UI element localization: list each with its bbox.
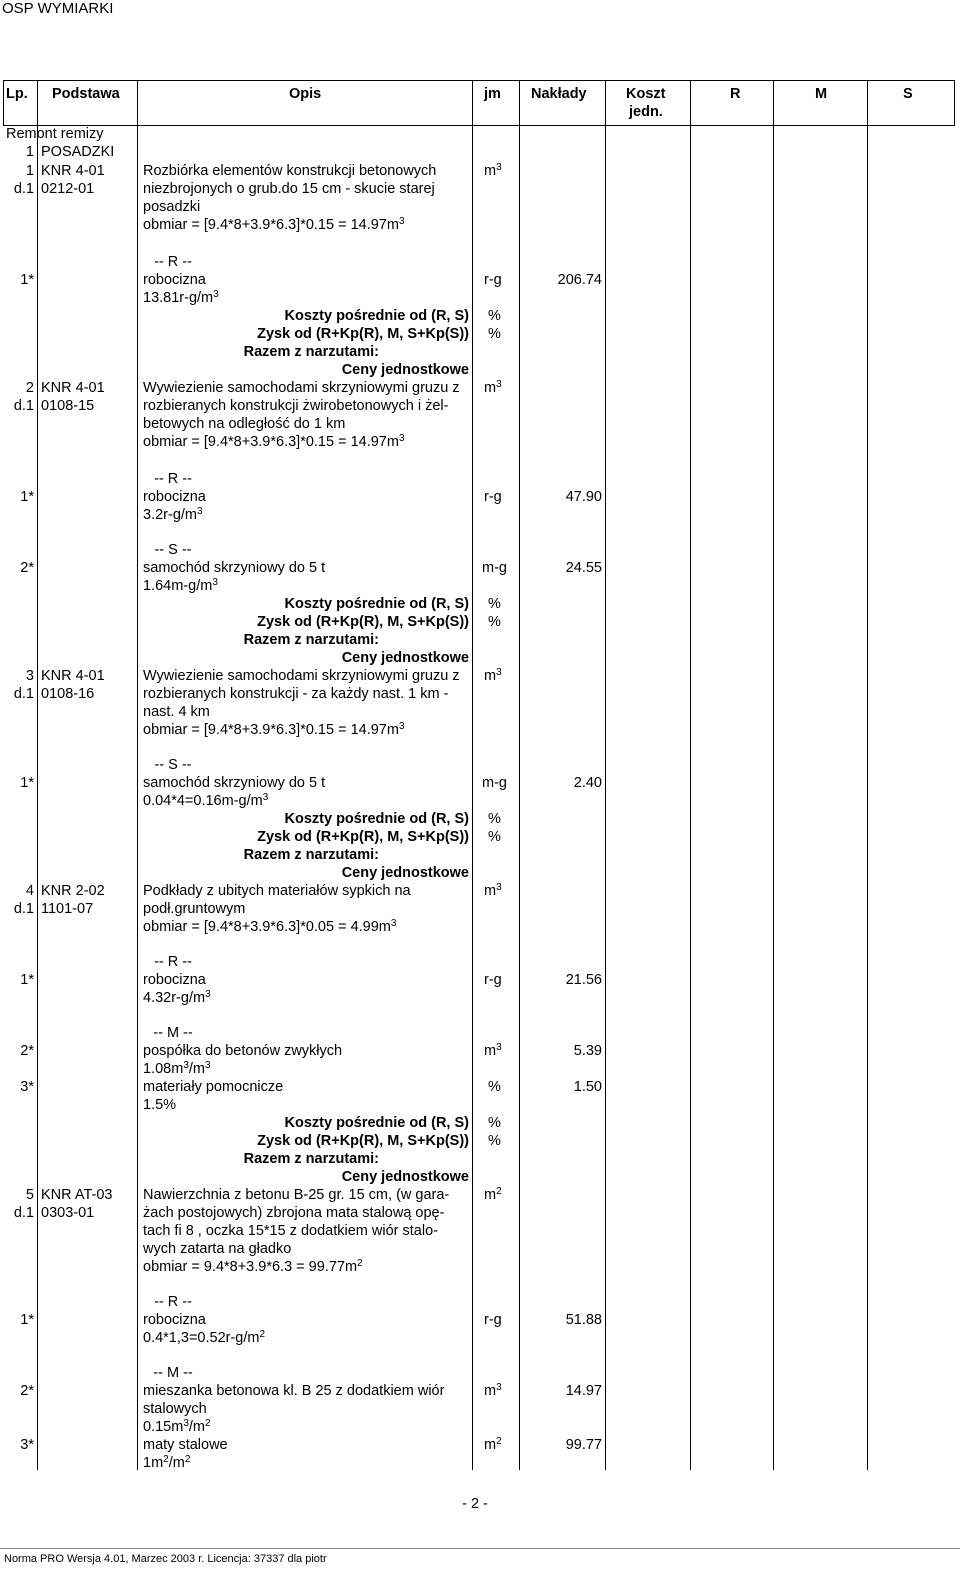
resource-idx: 2* bbox=[20, 1043, 34, 1059]
kp-pct: % bbox=[488, 308, 501, 324]
item-basis: KNR 4-01 bbox=[41, 668, 105, 684]
item-desc: podł.gruntowym bbox=[143, 901, 246, 917]
resource-value: 14.97 bbox=[565, 1383, 602, 1399]
grid-line bbox=[472, 80, 473, 1470]
header-jm: jm bbox=[484, 86, 501, 102]
resource-marker: -- M -- bbox=[153, 1025, 193, 1041]
item-obmiar: obmiar = $[9.4*8+3.9*6.3]*0.05 = 4.99m^3$ bbox=[143, 918, 397, 935]
resource-jm: m-g bbox=[482, 775, 507, 791]
zysk-label: Zysk od (R+Kp(R), M, S+Kp(S)) bbox=[257, 614, 469, 630]
zysk-label: Zysk od (R+Kp(R), M, S+Kp(S)) bbox=[257, 1133, 469, 1149]
zysk-pct: % bbox=[488, 614, 501, 630]
item-desc: rozbieranych konstrukcji żwirobetonowych i żel- bbox=[143, 398, 449, 414]
item-no: 3 bbox=[25, 668, 34, 684]
header-podstawa: Podstawa bbox=[52, 86, 120, 102]
item-basis: KNR 2-02 bbox=[41, 883, 105, 899]
item-basis: KNR AT-03 bbox=[41, 1187, 113, 1203]
resource-jm: % bbox=[488, 1079, 501, 1095]
item-basis-code: 0108-15 bbox=[41, 398, 95, 414]
item-obmiar: obmiar = $[9.4*8+3.9*6.3]*0.15 = 14.97m^3$ bbox=[143, 433, 405, 450]
resource-idx: 3* bbox=[20, 1437, 34, 1453]
item-obmiar: obmiar = $9.4*8+3.9*6.3 = 99.77m^2$ bbox=[143, 1258, 363, 1275]
item-desc: Podkłady z ubitych materiałów sypkich na bbox=[143, 883, 411, 899]
resource-norm: 1.5% bbox=[143, 1097, 177, 1113]
item-obmiar: obmiar = $[9.4*8+3.9*6.3]*0.15 = 14.97m^3$ bbox=[143, 216, 405, 233]
header-koszt-jedn: jedn. bbox=[629, 104, 663, 120]
resource-name: robocizna bbox=[143, 489, 206, 505]
item-basis: KNR 4-01 bbox=[41, 380, 105, 396]
resource-idx: 1* bbox=[20, 489, 34, 505]
resource-value: 51.88 bbox=[565, 1312, 602, 1328]
item-desc: Wywiezienie samochodami skrzyniowymi gruzu z bbox=[143, 668, 460, 684]
item-desc: Wywiezienie samochodami skrzyniowymi gruzu z bbox=[143, 380, 460, 396]
kp-label: Koszty pośrednie od (R, S) bbox=[284, 308, 469, 324]
resource-value: 47.90 bbox=[565, 489, 602, 505]
resource-norm: $0.4*1,3=0.52r-g/m^2$ bbox=[143, 1329, 266, 1346]
resource-norm: $1.08m^3/m^3$ bbox=[143, 1060, 211, 1077]
resource-marker: -- S -- bbox=[154, 542, 192, 558]
header-r: R bbox=[730, 86, 741, 102]
resource-norm: $0.04*4=0.16m-g/m^3$ bbox=[143, 792, 269, 809]
item-basis: KNR 4-01 bbox=[41, 163, 105, 179]
grid-line bbox=[867, 80, 868, 1470]
resource-name: mieszanka betonowa kl. B 25 z dodatkiem wiór bbox=[143, 1383, 445, 1399]
zysk-pct: % bbox=[488, 829, 501, 845]
resource-name: robocizna bbox=[143, 1312, 206, 1328]
grid-line bbox=[773, 80, 774, 1470]
header-opis: Opis bbox=[289, 86, 322, 102]
resource-idx: 1* bbox=[20, 272, 34, 288]
resource-value: 206.74 bbox=[557, 272, 602, 288]
item-desc: tach fi 8 , oczka 15*15 z dodatkiem wiór stalo- bbox=[143, 1223, 438, 1239]
item-basis-code: 1101-07 bbox=[41, 901, 94, 917]
resource-marker: -- R -- bbox=[154, 471, 192, 487]
ceny-label: Ceny jednostkowe bbox=[341, 650, 469, 666]
razem-label: Razem z narzutami: bbox=[243, 847, 379, 863]
item-desc: Nawierzchnia z betonu B-25 gr. 15 cm, (w gara- bbox=[143, 1187, 450, 1203]
resource-value: 21.56 bbox=[565, 972, 602, 988]
resource-jm: $m^3$ bbox=[484, 1042, 502, 1059]
grid-line bbox=[37, 80, 38, 1470]
resource-name: robocizna bbox=[143, 972, 206, 988]
resource-idx: 2* bbox=[20, 1383, 34, 1399]
resource-norm: $1m^2/m^2$ bbox=[143, 1454, 191, 1471]
header-m: M bbox=[815, 86, 828, 102]
resource-jm: r-g bbox=[484, 489, 502, 505]
resource-name: pospółka do betonów zwykłych bbox=[143, 1043, 343, 1059]
footer-divider bbox=[0, 1548, 960, 1549]
zysk-pct: % bbox=[488, 326, 501, 342]
grid-line bbox=[3, 80, 4, 126]
resource-jm: $m^3$ bbox=[484, 1382, 502, 1399]
resource-name: materiały pomocnicze bbox=[143, 1079, 284, 1095]
item-basis-code: 0212-01 bbox=[41, 181, 95, 197]
chapter-title: POSADZKI bbox=[41, 144, 115, 160]
grid-line bbox=[137, 80, 138, 1470]
resource-value: 2.40 bbox=[573, 775, 602, 791]
item-jm: $m^3$ bbox=[484, 667, 502, 684]
item-desc: Rozbiórka elementów konstrukcji betonowych bbox=[143, 163, 437, 179]
item-jm: $m^3$ bbox=[484, 162, 502, 179]
header-s: S bbox=[903, 86, 913, 102]
item-d: d.1 bbox=[13, 1205, 34, 1221]
zysk-pct: % bbox=[488, 1133, 501, 1149]
item-d: d.1 bbox=[13, 686, 34, 702]
resource-norm: $1.64m-g/m^3$ bbox=[143, 577, 218, 594]
razem-label: Razem z narzutami: bbox=[243, 344, 379, 360]
item-desc: wych zatarta na gładko bbox=[143, 1241, 292, 1257]
resource-jm: r-g bbox=[484, 1312, 502, 1328]
header-koszt: Koszt bbox=[626, 86, 666, 102]
app-title: OSP WYMIARKI bbox=[2, 0, 114, 17]
item-no: 1 bbox=[25, 163, 34, 179]
item-desc: żach postojowych) zbrojona mata stalową opę- bbox=[143, 1205, 445, 1221]
item-desc: posadzki bbox=[143, 199, 201, 215]
item-no: 4 bbox=[25, 883, 34, 899]
item-basis-code: 0108-16 bbox=[41, 686, 95, 702]
razem-label: Razem z narzutami: bbox=[243, 632, 379, 648]
resource-idx: 3* bbox=[20, 1079, 34, 1095]
resource-norm: $13.81r-g/m^3$ bbox=[143, 289, 219, 306]
resource-jm: $m^2$ bbox=[484, 1436, 502, 1453]
item-obmiar: obmiar = $[9.4*8+3.9*6.3]*0.15 = 14.97m^3$ bbox=[143, 721, 405, 738]
item-no: 2 bbox=[25, 380, 34, 396]
item-d: d.1 bbox=[13, 901, 34, 917]
resource-value: 99.77 bbox=[565, 1437, 602, 1453]
kp-pct: % bbox=[488, 596, 501, 612]
resource-jm: r-g bbox=[484, 272, 502, 288]
resource-name-cont: stalowych bbox=[143, 1401, 207, 1417]
item-d: d.1 bbox=[13, 181, 34, 197]
resource-value: 1.50 bbox=[573, 1079, 602, 1095]
kp-pct: % bbox=[488, 811, 501, 827]
zysk-label: Zysk od (R+Kp(R), M, S+Kp(S)) bbox=[257, 326, 469, 342]
item-desc: rozbieranych konstrukcji - za każdy nast. 1 km - bbox=[143, 686, 449, 702]
table-top-border bbox=[3, 80, 954, 81]
resource-jm: r-g bbox=[484, 972, 502, 988]
resource-norm: $3.2r-g/m^3$ bbox=[143, 506, 203, 523]
item-desc: betowych na odległość do 1 km bbox=[143, 416, 346, 432]
section-title: Remont remizy bbox=[6, 126, 104, 142]
item-basis-code: 0303-01 bbox=[41, 1205, 95, 1221]
resource-marker: -- M -- bbox=[153, 1365, 193, 1381]
resource-marker: -- R -- bbox=[154, 254, 192, 270]
item-desc: nast. 4 km bbox=[143, 704, 210, 720]
resource-value: 24.55 bbox=[565, 560, 602, 576]
grid-line bbox=[690, 80, 691, 1470]
item-jm: $m^2$ bbox=[484, 1186, 502, 1203]
item-jm: $m^3$ bbox=[484, 379, 502, 396]
razem-label: Razem z narzutami: bbox=[243, 1151, 379, 1167]
item-jm: $m^3$ bbox=[484, 882, 502, 899]
grid-line bbox=[519, 80, 520, 1470]
resource-value: 5.39 bbox=[573, 1043, 602, 1059]
resource-idx: 2* bbox=[20, 560, 34, 576]
item-d: d.1 bbox=[13, 398, 34, 414]
resource-name: maty stalowe bbox=[143, 1437, 228, 1453]
page-number: - 2 - bbox=[462, 1496, 488, 1512]
ceny-label: Ceny jednostkowe bbox=[341, 362, 469, 378]
resource-marker: -- R -- bbox=[154, 954, 192, 970]
ceny-label: Ceny jednostkowe bbox=[341, 1169, 469, 1185]
header-lp: Lp. bbox=[6, 86, 28, 102]
grid-line bbox=[605, 80, 606, 1470]
resource-name: samochód skrzyniowy do 5 t bbox=[143, 775, 326, 791]
resource-jm: m-g bbox=[482, 560, 507, 576]
header-naklady: Nakłady bbox=[531, 86, 587, 102]
kp-pct: % bbox=[488, 1115, 501, 1131]
header-bottom-border bbox=[3, 125, 954, 126]
resource-marker: -- R -- bbox=[154, 1294, 192, 1310]
chapter-no: 1 bbox=[25, 144, 34, 160]
resource-norm: $4.32r-g/m^3$ bbox=[143, 989, 211, 1006]
software-footer: Norma PRO Wersja 4.01, Marzec 2003 r. Licencja: 37337 dla piotr bbox=[4, 1553, 327, 1565]
item-no: 5 bbox=[25, 1187, 34, 1203]
zysk-label: Zysk od (R+Kp(R), M, S+Kp(S)) bbox=[257, 829, 469, 845]
ceny-label: Ceny jednostkowe bbox=[341, 865, 469, 881]
resource-name: samochód skrzyniowy do 5 t bbox=[143, 560, 326, 576]
resource-norm: $0.15m^3/m^2$ bbox=[143, 1418, 211, 1435]
resource-idx: 1* bbox=[20, 775, 34, 791]
item-desc: niezbrojonych o grub.do 15 cm - skucie starej bbox=[143, 181, 435, 197]
resource-name: robocizna bbox=[143, 272, 206, 288]
grid-line bbox=[954, 80, 955, 126]
kp-label: Koszty pośrednie od (R, S) bbox=[284, 596, 469, 612]
kp-label: Koszty pośrednie od (R, S) bbox=[284, 811, 469, 827]
resource-marker: -- S -- bbox=[154, 757, 192, 773]
resource-idx: 1* bbox=[20, 972, 34, 988]
resource-idx: 1* bbox=[20, 1312, 34, 1328]
kp-label: Koszty pośrednie od (R, S) bbox=[284, 1115, 469, 1131]
